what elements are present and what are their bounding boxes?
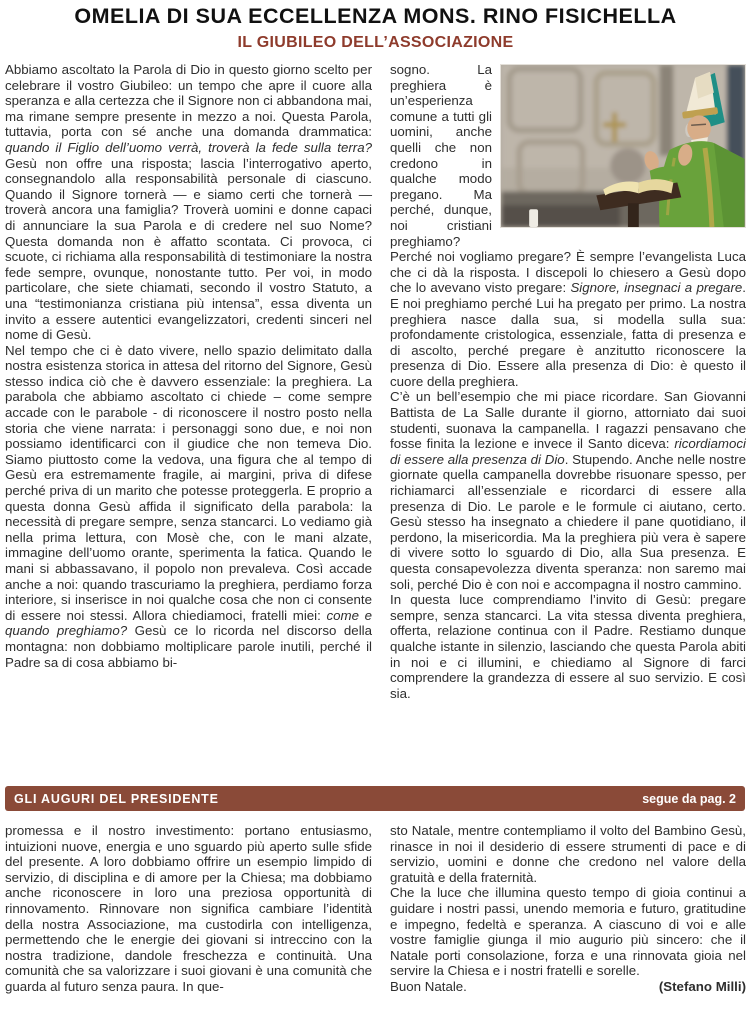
article-column-right	[390, 62, 746, 786]
banner-continuation-note: segue da pag. 2	[642, 791, 736, 806]
article-column-left	[5, 62, 372, 786]
section2-column-left	[5, 823, 372, 995]
paragraph: Nel tempo che ci è dato vivere, nello spazio delimitato dalla nostra esistenza storica in attesa del ritorno del Signore, Gesù stesso indica ciò che è davvero essenziale: la preghiera. La parabola che abbiamo ascoltato ci chiede – come sempre accade con le parabole - di riconoscere il nostro posto nella storia che viene narrata: i personaggi sono due, e noi non possiamo identificarci con il giudice che non temeva Dio. Siamo piuttosto come la vedova, una figura che al tempo di Gesù era estremamente fragile, ai margini, priva di difese perché priva di un marito che potesse proteggerla. E proprio a questa donna Gesù affida il significato della parabola: la necessità di pregare sempre, senza stancarci. Lo vediamo già nella prima lettura, con Mosè che, con le mani alzate, immagine dell’uomo orante, sperimenta la fatica. Quando le mani si abbassavano, il popolo non prevaleva. Così accade anche a noi: quando trascuriamo la preghiera, perdiamo forza interiore, si inserisce in noi qualche cosa che non ci consente di essere noi stessi. Allora chiediamoci, fratelli miei: come e quando preghiamo? Gesù ce lo ricorda nel discorso della montagna: non dobbiamo moltiplicare parole inutili, perché il Padre sa di cosa abbiamo bi-	[5, 342, 372, 670]
bishop-photo-illustration	[501, 65, 745, 227]
paragraph: C’è un bell’esempio che mi piace ricordare. San Giovanni Battista de La Salle durante il giorno, attorniato dai suoi studenti, suonava la campanella. I ragazzi pensavano che fosse finita la lezione e invece il Santo diceva: ricordiamoci di essere alla presenza di Dio. Stupendo. Anche nelle nostre giornate quella campanella dovrebbe risuonare spesso, per richiamarci all’essenziale e ricordarci di essere alla presenza di Dio. Le parole e le formule ci aiutano, certo. Gesù stesso ha insegnato a chiedere il pane quotidiano, il perdono, la misericordia. Ma la preghiera più vera è sapere di vivere sotto lo sguardo di Dio, alla Sua presenza. E questa consapevolezza diventa speranza: non saremo mai soli, perché Dio è con noi e accompagna il nostro cammino.	[390, 389, 746, 592]
paragraph: Che la luce che illumina questo tempo di gioia continui a guidare i nostri passi, unendo memoria e futuro, gratitudine e impegno, fedeltà e speranza. A ciascuno di voi e alle vostre famiglie giunga il mio augurio più sincero: che il Natale porti consolazione, forza e una rinnovata gioia nel servire la Chiesa e i nostri fratelli e sorelle.	[390, 885, 746, 979]
bishop-photo	[500, 64, 746, 228]
page-title: OMELIA DI SUA ECCELLENZA MONS. RINO FISICHELLA	[74, 4, 677, 28]
paragraph: promessa e il nostro investimento: portano entusiasmo, intuizioni nuove, energia e uno sguardo più aperto sulle sfide del presente. A loro dobbiamo offrire un esempio limpido di servizio, di disciplina e di amore per la Chiesa; ma dobbiamo anche riconoscere in loro una preziosa opportunità di rinnovamento. Rinnovare non significa cambiare l’identità della nostra Associazione, ma custodirla con intelligenza, permettendo che le energie dei giovani si intreccino con la nostra tradizione, dandole freschezza e continuità. Una comunità che sa valorizzare i suoi giovani è una comunità che guarda al futuro senza paura. In que-	[5, 823, 372, 994]
paragraph: In questa luce comprendiamo l’invito di Gesù: pregare sempre, senza stancarci. La vita stessa diventa preghiera, offerta, relazione continua con il Padre. Restiamo dunque qualche istante in silenzio, lasciando che questa Parola abiti in noi e ci illumini, e chiediamo al Signore di farci comprendere la grandezza di essere al suo servizio. E così sia.	[390, 592, 746, 701]
homily-article	[5, 62, 746, 786]
section-banner	[5, 786, 745, 811]
paragraph: sto Natale, mentre contempliamo il volto del Bambino Gesù, rinasce in noi il desiderio di essere strumenti di pace e di servizio, uomini e donne che credono nel valore della gratuità e della fraternità.	[390, 823, 746, 885]
closing-greeting: Buon Natale.	[390, 978, 467, 994]
signature: (Stefano Milli)	[658, 978, 746, 994]
banner-title: GLI AUGURI DEL PRESIDENTE	[14, 791, 219, 806]
paragraph: sogno. La preghiera è un’esperienza comune a tutti gli uomini, anche quelli che non credono in qualche modo pregano. Ma perché, dunque, noi cristiani preghiamo? Perché noi vogliamo pregare? È sempre l’evangelista Luca che ci dà la risposta. I discepoli lo chiesero a Gesù dopo che lo avevano visto pregare: Signore, insegnaci a pregare. E noi preghiamo perché Lui ha pregato per primo. La nostra preghiera nasce dalla sua, si modella sulla sua: profondamente cristologica, essenziale, fatta di presenza e di ascolto, perché pregare è anzitutto riconoscere la presenza di Dio. Essere alla presenza di Dio: è questo il cuore della preghiera.	[390, 62, 746, 389]
closing-line	[390, 979, 746, 995]
president-greetings-section	[5, 823, 746, 995]
page-subtitle: IL GIUBILEO DELL’ASSOCIAZIONE	[237, 34, 514, 51]
section2-column-right	[390, 823, 746, 995]
paragraph: Abbiamo ascoltato la Parola di Dio in questo giorno scelto per celebrare il vostro Giubileo: un tempo che apre il cuore alla speranza e alla certezza che il Signore non ci abbandona mai, ma rimane sempre presente in mezzo a noi. Questa Parola, tuttavia, porta con sé anche una domanda drammatica: quando il Figlio dell’uomo verrà, troverà la fede sulla terra? Gesù non offre una risposta; lascia l’interrogativo aperto, consegnandolo alla responsabilità personale di ciascuno. Quando il Signore tornerà — e siamo certi che tornerà — troverà ancora una famiglia? Troverà uomini e donne capaci di annunciare la sua Parola e di credere nel suo Nome? Questa domanda non è affatto scontata. Ci provoca, ci scuote, ci richiama alla responsabilità di testimoniare la nostra fede sempre, ovunque, nonostante tutto. Per voi, in modo particolare, che siete chiamati, secondo il vostro Statuto, a una “testimonianza cristiana più intensa”, essa diventa un invito a essere autentici evangelizzatori, credenti sinceri nel nome di Gesù.	[5, 62, 372, 343]
